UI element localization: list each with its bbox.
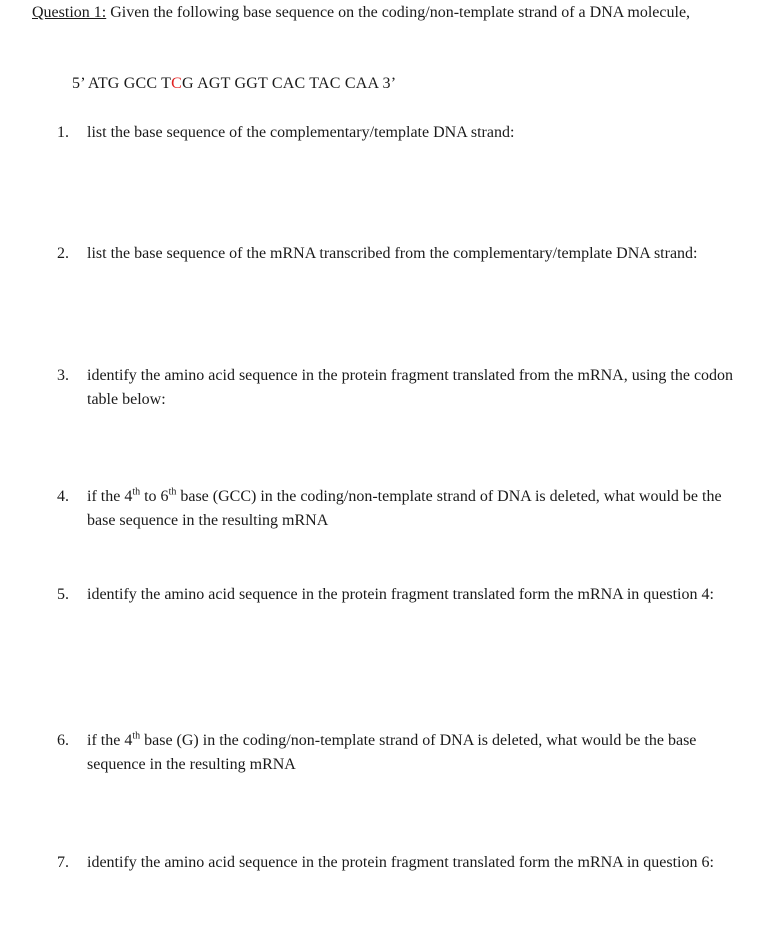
question-item-1 [57, 121, 747, 145]
sequence-suffix: G AGT GGT CAC TAC CAA 3’ [182, 75, 397, 92]
item-number: 5. [57, 586, 69, 603]
item-text: identify the amino acid sequence in the protein fragment translated from the mRNA, using the codon table below: [87, 367, 734, 408]
ordinal-suffix: th [132, 730, 141, 742]
question-item-4 [57, 485, 747, 533]
dna-sequence [72, 72, 396, 96]
item-number: 2. [57, 245, 69, 262]
question-item-2 [57, 242, 747, 266]
item-text-part: if the 4 [87, 488, 133, 505]
question-label: Question 1: [32, 4, 107, 21]
item-text: list the base sequence of the complementary/template DNA strand: [87, 124, 515, 141]
ordinal-suffix: th [132, 486, 141, 498]
question-intro-text: Given the following base sequence on the coding/non-template strand of a DNA molecule, [106, 4, 691, 21]
item-text-part: base (GCC) in the coding/non-template strand of DNA is deleted, what would be the base sequence in the resulting mRNA [87, 488, 722, 529]
sequence-highlight-base: C [171, 75, 183, 92]
question-item-5 [57, 583, 747, 607]
item-number: 3. [57, 367, 69, 384]
item-number: 1. [57, 124, 69, 141]
item-text: identify the amino acid sequence in the protein fragment translated form the mRNA in question 6: [87, 854, 714, 871]
item-text-part: base (G) in the coding/non-template strand of DNA is deleted, what would be the base sequence in the resulting mRNA [87, 732, 697, 773]
sequence-prefix: 5’ ATG GCC T [72, 75, 172, 92]
item-text [87, 729, 747, 777]
question-intro [32, 1, 752, 25]
item-number: 4. [57, 488, 69, 505]
item-number: 6. [57, 732, 69, 749]
item-text [87, 485, 747, 533]
item-text: list the base sequence of the mRNA transcribed from the complementary/template DNA strand: [87, 245, 698, 262]
question-item-7 [57, 851, 747, 875]
question-item-3 [57, 364, 747, 412]
item-text: identify the amino acid sequence in the protein fragment translated form the mRNA in question 4: [87, 586, 714, 603]
item-text-part: if the 4 [87, 732, 133, 749]
item-text-part: to 6 [140, 488, 169, 505]
ordinal-suffix: th [168, 486, 177, 498]
question-item-6 [57, 729, 747, 777]
item-number: 7. [57, 854, 69, 871]
